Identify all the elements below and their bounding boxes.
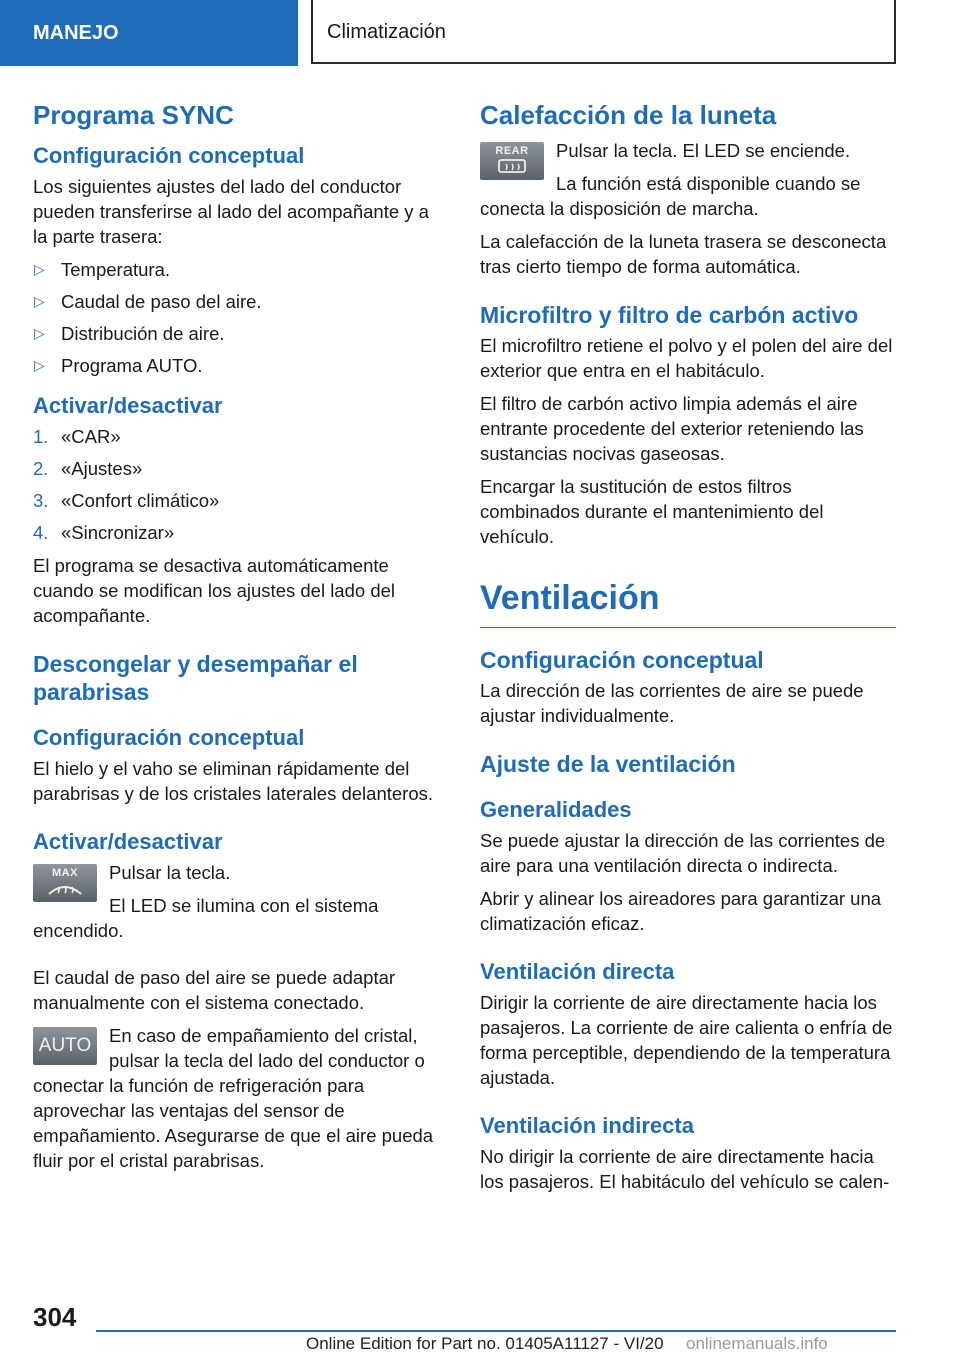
rear-defrost-block [480,138,896,229]
windshield-heat-icon [45,879,85,897]
sync-settings-list [33,257,447,378]
max-press-text: Pulsar la tecla. [109,862,231,883]
defrost-config-heading: Configuración conceptual [33,725,305,750]
defrost-config-text: El hielo y el vaho se eliminan rápidamente del parabrisas y de los cristales laterales delanteros. [33,758,433,804]
vent-adjust-heading: Ajuste de la ventilación [480,751,736,777]
rear-defrost-icon: REAR [480,142,544,180]
list-item: ▷ Distribución de aire. [34,323,225,344]
bullet-triangle-icon: ▷ [34,293,45,309]
list-item: ▷ Programa AUTO. [34,355,203,376]
vent-config-text: La dirección de las corrientes de aire se puede ajustar individualmente. [480,680,864,726]
left-column [33,100,447,1181]
sync-config-heading: Configuración conceptual [33,143,305,168]
max-led-text: El LED se ilumina con el sistema encendido. [33,895,379,941]
list-item: ▷ Caudal de paso del aire. [34,291,262,312]
filter-text-1: El microfiltro retiene el polvo y el polen del aire del exterior que entra en el habitáculo. [480,335,893,381]
rear-press-text: Pulsar la tecla. El LED se enciende. [556,140,851,161]
general-text-1: Se puede ajustar la dirección de las corrientes de aire para una ventilación directa o indirecta. [480,830,886,876]
list-item: 2. «Ajustes» [33,458,143,479]
indirect-vent-heading: Ventilación indirecta [480,1113,694,1138]
ventilation-chapter-title: Ventilación [480,577,896,628]
bullet-triangle-icon: ▷ [34,261,45,277]
topic-tab: Climatización [311,0,896,64]
rear-window-heat-icon [492,157,532,175]
defrost-toggle-heading: Activar/desactivar [33,829,223,854]
bullet-triangle-icon: ▷ [34,357,45,373]
page-footer [0,1290,960,1362]
defrost-heading: Descongelar y desempañar el parabrisas [33,651,358,705]
direct-vent-text: Dirigir la corriente de aire directamente hacia los pasajeros. La corriente de aire calienta o enfría de forma perceptible, dependiendo de la temperatura ajustada. [480,992,893,1088]
section-tab: MANEJO [0,0,298,66]
general-heading: Generalidades [480,797,632,822]
watermark-text: onlinemanuals.info [686,1334,828,1353]
filter-heading: Microfiltro y filtro de carbón activo [480,302,859,328]
right-column [480,100,896,1202]
rear-window-heading: Calefacción de la luneta [480,100,777,130]
auto-block [33,1023,447,1181]
direct-vent-heading: Ventilación directa [480,959,675,984]
max-defrost-icon: MAX [33,864,97,902]
max-defrost-block [33,860,447,951]
auto-text: En caso de empañamiento del cristal, pulsar la tecla del lado del conductor o conectar la función de refrigeración para aprovechar las ventajas del sensor de empañamiento. Asegurarse de que el aire pueda fluir por el cristal parabrisas. [33,1025,434,1171]
vent-config-heading: Configuración conceptual [480,647,764,673]
airflow-text: El caudal de paso del aire se puede adaptar manualmente con el sistema conectado. [33,967,396,1013]
list-item: 4. «Sincronizar» [33,522,175,543]
list-item: 1. «CAR» [33,426,121,447]
bullet-triangle-icon: ▷ [34,325,45,341]
rear-auto-off-text: La calefacción de la luneta trasera se desconecta tras cierto tiempo de forma automática. [480,231,887,277]
sync-toggle-heading: Activar/desactivar [33,393,223,418]
general-text-2: Abrir y alinear los aireadores para garantizar una climatización eficaz. [480,888,882,934]
edition-text: Online Edition for Part no. 01405A11127 - VI/20 [306,1334,664,1353]
list-item: ▷ Temperatura. [34,259,170,280]
page-number: 304 [33,1302,77,1332]
filter-text-3: Encargar la sustitución de estos filtros combinados durante el mantenimiento del vehículo. [480,476,824,547]
page-header [0,0,960,66]
filter-text-2: El filtro de carbón activo limpia además el aire entrante procedente del exterior reteniendo las sustancias nocivas gaseosas. [480,393,864,464]
footer-divider [96,1330,896,1332]
rear-availability-text: La función está disponible cuando se conecta la disposición de marcha. [480,173,861,219]
sync-program-heading: Programa SYNC [33,100,234,130]
indirect-vent-text: No dirigir la corriente de aire directamente hacia los pasajeros. El habitáculo del vehículo se calen- [480,1146,890,1192]
sync-config-text: Los siguientes ajustes del lado del conductor pueden transferirse al lado del acompañante y a la parte trasera: [33,176,429,247]
sync-toggle-text: El programa se desactiva automáticamente cuando se modifican los ajustes del lado del acompañante. [33,555,396,626]
list-item: 3. «Confort climático» [33,490,220,511]
auto-icon: AUTO [33,1027,97,1065]
sync-steps-list [33,424,447,545]
